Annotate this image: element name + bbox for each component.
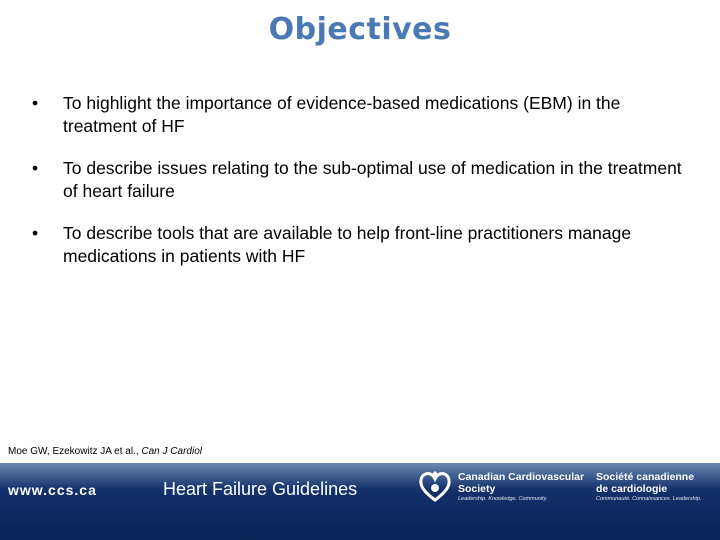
org-name-french: Société canadienne de cardiologie Communauté. Connaissances. Leadership. <box>596 471 702 502</box>
objective-item <box>30 222 690 268</box>
org-name-english: Canadian Cardiovascular Society Leadership. Knowledge. Community. <box>458 471 585 502</box>
slide-title: Objectives <box>268 12 452 47</box>
objectives-list <box>30 92 690 287</box>
objective-text: To describe tools that are available to help front-line practitioners manage medications in patients with HF <box>63 223 632 266</box>
citation <box>8 446 202 457</box>
objective-text: To highlight the importance of evidence-based medications (EBM) in the treatment of HF <box>63 93 621 136</box>
footer-url-link[interactable]: www.ccs.ca <box>8 482 97 498</box>
bullet-marker: • <box>32 158 39 178</box>
objective-text: To describe issues relating to the sub-optimal use of medication in the treatment of heart failure <box>63 158 682 201</box>
citation-authors: Moe GW, Ezekowitz JA et al., <box>8 446 142 457</box>
footer-bar <box>0 463 720 540</box>
objective-item <box>30 157 690 203</box>
bullet-marker: • <box>32 223 39 243</box>
citation-journal: Can J Cardiol <box>141 446 202 457</box>
footer-title: Heart Failure Guidelines <box>163 479 358 499</box>
objective-item <box>30 92 690 138</box>
bullet-marker: • <box>32 93 39 113</box>
ccs-heart-leaf-logo-icon <box>418 469 452 503</box>
